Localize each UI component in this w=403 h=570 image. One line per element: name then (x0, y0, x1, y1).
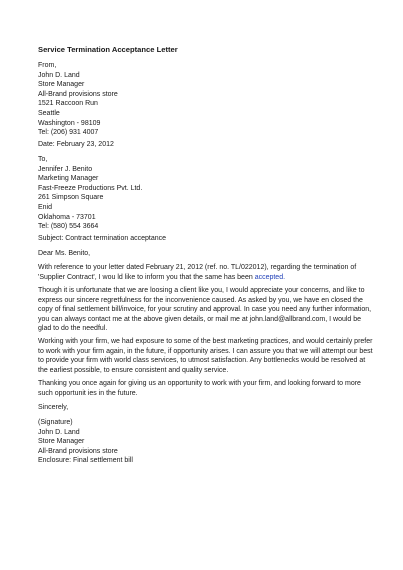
paragraph-line: such opportunit ies in the future. (38, 389, 138, 397)
letter-subject: Subject: Contract termination acceptance (38, 235, 167, 242)
sender-city: Seattle (38, 109, 60, 117)
recipient-salutation: To, (38, 156, 48, 163)
letter-closing: Sincerely, (38, 404, 69, 411)
paragraph-line: you can always contact me at the above given details, or mail me at john.land@allbrand.com, I would be (38, 315, 362, 323)
recipient-name: Jennifer J. Benito (38, 165, 93, 173)
paragraph-line: Thanking you once again for giving us an opportunity to work with your firm, and looking forward to more (38, 380, 361, 387)
recipient-street: 261 Simpson Square (38, 194, 104, 202)
recipient-state-zip: Oklahoma - 73701 (38, 213, 96, 221)
sender-position: Store Manager (38, 81, 85, 89)
paragraph-reference (38, 263, 368, 282)
paragraph-line: to provide your firm with world class services, to utmost satisfaction. Any bottlenecks would be resolved at (38, 357, 366, 365)
paragraph-line-with-accent (38, 273, 368, 283)
sender-state-zip: Washington - 98109 (38, 119, 101, 127)
recipient-position: Marketing Manager (38, 175, 99, 183)
paragraph-line: express our sincere regretfulness for the inconvenience caused. As asked by you, we have en closed the (38, 296, 363, 304)
letter-greeting: Dear Ms. Benito, (38, 250, 91, 257)
paragraph-regret (38, 286, 372, 334)
paragraph-thanks (38, 379, 368, 398)
paragraph-line: glad to do the needful. (38, 325, 108, 333)
sender-salutation: From, (38, 62, 57, 69)
sender-company: All-Brand provisions store (38, 90, 118, 98)
paragraph-line: 'Supplier Contract', I wou ld like to inform you that the same has been (38, 273, 255, 281)
paragraph-line: to work with your firm again, in the future, if opportunity arises. I can assure you that we will attempt our best (38, 347, 373, 355)
sender-name: John D. Land (38, 71, 80, 79)
paragraph-line: With reference to your letter dated February 21, 2012 (ref. no. TL/022012), regarding the termination of (38, 264, 357, 271)
enclosure-note: Enclosure: Final settlement bill (38, 457, 133, 465)
recipient-company: Fast-Freeze Productions Pvt. Ltd. (38, 184, 143, 192)
accepted-highlight: accepted. (254, 273, 286, 281)
paragraph-line: Though it is unfortunate that we are loosing a client like you, I would appreciate your concerns, and like to (38, 287, 365, 294)
signature-placeholder: (Signature) (38, 419, 73, 426)
sender-address (38, 61, 118, 138)
paragraph-line: Working with your firm, we had exposure to some of the best marketing practices, and would certainly prefer (38, 338, 373, 345)
sender-street: 1521 Raccoon Run (38, 100, 98, 108)
signer-position: Store Manager (38, 438, 85, 446)
paragraph-line: copy of final settlement bill/invoice, for your scrutiny and approval. In case you need any further information, (38, 306, 372, 314)
recipient-city: Enid (38, 203, 53, 211)
letter-date: Date: February 23, 2012 (38, 141, 114, 148)
paragraph-future-work (38, 337, 373, 375)
paragraph-line: the earliest possible, to ensure consistent and quality service. (38, 366, 229, 374)
recipient-address (38, 155, 142, 232)
sender-tel: Tel: (206) 931 4007 (38, 129, 99, 137)
signature-block (38, 418, 133, 466)
signer-name: John D. Land (38, 428, 80, 436)
signer-company: All-Brand provisions store (38, 447, 118, 455)
letter-title: Service Termination Acceptance Letter (38, 45, 178, 54)
recipient-tel: Tel: (580) 554 3664 (38, 223, 99, 231)
